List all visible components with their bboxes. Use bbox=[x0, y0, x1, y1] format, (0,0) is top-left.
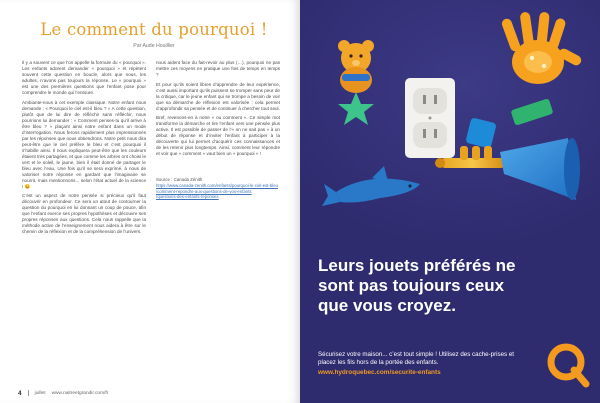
footer-url[interactable]: www.naitreetgrandir.com/fr bbox=[51, 390, 109, 396]
brand-logo-icon bbox=[544, 340, 592, 388]
article-paragraph: Il y a souvent ce que l’on appelle la formule du « pourquoi ». Les enfants adorent demander « pourquoi » et répètent souvent cette question en boucle, alors que nous, les adultes, n’avons pas toujours la réponse. Le « pourquoi » est une des premières questions que l’enfant pose pour comprendre le monde qui l’entoure. bbox=[22, 60, 146, 95]
article-title: Le comment du pourquoi ! bbox=[40, 20, 268, 39]
article-body bbox=[22, 60, 284, 372]
source-link[interactable]: https://www.canada-zenith.com/enfants/pourquoi-le-ciel-est-bleu bbox=[156, 183, 279, 188]
article-paragraph: C’est un aspect de notre pensée si précieux qu’il faut découvrir en profondeur. Ce sera un atout de contourner la question du pourquoi en lui donnant un coup de pouce, afin que l’enfant exerce ses propres hypothèses et découvre ses propres réponses aux questions. Cela nous rappelle que la méthode active de l’enseignement nous aidera à être sur le chemin de la réflexion et de la compréhension de l’univers. bbox=[22, 193, 146, 234]
electrical-outlet-icon bbox=[405, 78, 455, 158]
ad-url-link[interactable]: www.hydroquebec.com/securite-enfants bbox=[318, 369, 441, 376]
footer-divider bbox=[28, 390, 29, 396]
source-link[interactable]: /comment-repondre-aux-questions-de-vos-enfants bbox=[156, 188, 252, 194]
page-number: 4 bbox=[18, 389, 22, 397]
ad-headline: Leurs jouets préférés ne sont pas toujours ceux que vous croyez. bbox=[318, 256, 516, 315]
article-column-1 bbox=[22, 60, 146, 372]
article-paragraph: Ambiante-nous à cet exemple classique. Notre enfant nous demande : « Pourquoi le ciel est-il bleu ? » A cette question, plutôt que de lui dire de réfléchir sans réfléchir, nous pourrions lui demander : « Comment penses-tu qu’il arrive à être bleu ? » plaçant ainsi notre enfant dans un mode d’interrogation. Nous ferons rapidement plus impressionnés par les réponses que nous obtiendrons. Notre petit nous dira peut-être que le ciel préfère le bleu et c’est pourquoi il s’habille ainsi. Il nous expliquera peut-être que les couleurs étaient très partagées, et que comme les arbres ont choisi le vert et le soleil, le jaune, bien il était donné de partager le bleu avec l’eau. Une fois qu’il se sera exprimé, à nous de valoriser notre réponse en gardant que l’imaginaire se nourrit, mais mentionnons... selon l’état actuel de la science ! 😉 bbox=[22, 99, 146, 189]
source-link[interactable]: /questions-des-enfants-reponses bbox=[156, 194, 219, 200]
advertisement-page bbox=[300, 0, 600, 403]
sources-heading: Source : Canada Zénith bbox=[156, 177, 203, 182]
article-column-2 bbox=[156, 60, 280, 372]
article-byline: Par Aude Houillier bbox=[133, 43, 175, 49]
page-footer bbox=[18, 388, 288, 398]
article-paragraph: Bref, revenons-en à notre « ou comment ». Ce simple mot transforme la démarche et tire l’enfant vers une pensée plus active. Il est possible de passer de l’« on ne sait pas » à un début de réponse et d’inviter l’enfant à participer à la découverte qui lui permet d’acquérir ces connaissances et de les retenir plus longtemps. Ainsi, comment leur répondre et voir que « comment » vaut bien un « pourquoi » ! bbox=[156, 115, 280, 156]
toys-illustration bbox=[300, 0, 600, 240]
article-paragraph: nous aident face du fait-revoir au plus (…), pourquoi ne pas mettre ces moyens en pratique une fois de temps en temps ? bbox=[156, 60, 280, 77]
ad-subtext: Sécurisez votre maison... c’est tout simple ! Utilisez des cache-prises et placez les fils hors de la portée des enfants. bbox=[318, 351, 515, 366]
article-paragraph: Et pour qu’ils soient libres d’apprendre de leur expérience, c’est aussi important qu’ils puissent se tromper sans peur de la critique, car le jeune enfant qui se trompe a besoin de voir que sa démarche de réflexion est valorisée : cela permet d’approfondir sa pensée et de continuer à chercher tout seul. bbox=[156, 81, 280, 111]
magazine-issue: juillet bbox=[34, 390, 46, 396]
article-sources bbox=[156, 177, 280, 200]
